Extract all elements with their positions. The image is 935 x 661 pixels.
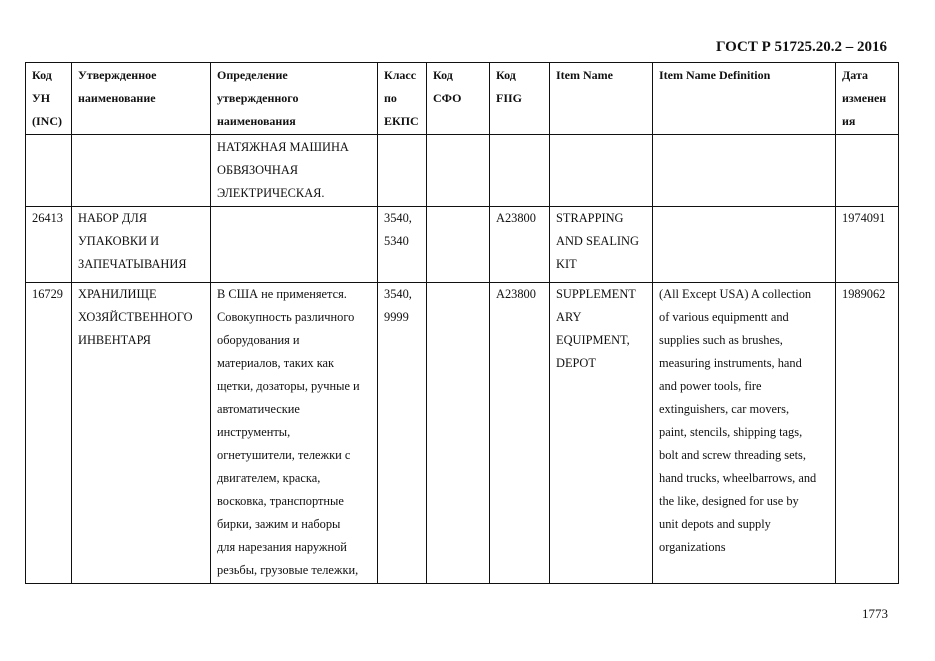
table-cell: НАТЯЖНАЯ МАШИНА ОБВЯЗОЧНАЯ ЭЛЕКТРИЧЕСКАЯ.: [211, 135, 378, 207]
table-cell: SUPPLEMENT ARY EQUIPMENT, DEPOT: [550, 283, 653, 584]
table-cell: [427, 207, 490, 283]
column-header-sfo-code: Код СФО: [427, 63, 490, 135]
table-cell: 3540, 9999: [378, 283, 427, 584]
column-header-item-name-definition: Item Name Definition: [653, 63, 836, 135]
table-cell: 26413: [26, 207, 72, 283]
table-cell: (All Except USA) A collection of various equipmentt and supplies such as brushes, measuring instruments, hand and power tools, fire extinguishers, car movers, paint, stencils, shipping tags, bolt and screw threading sets, hand trucks, wheelbarrows, and the like, designed for use by unit depots and supply organizations: [653, 283, 836, 584]
table-cell: 1989062: [836, 283, 899, 584]
table-cell: A23800: [490, 283, 550, 584]
table-cell: [427, 283, 490, 584]
table-cell: В США не применяется. Совокупность различного оборудования и материалов, таких как щетки, дозаторы, ручные и автоматические инструменты, огнетушители, тележки с двигателем, краска, восковка, транспортные бирки, зажим и наборы для нарезания наружной резьбы, грузовые тележки,: [211, 283, 378, 584]
column-header-definition: Определение утвержденного наименования: [211, 63, 378, 135]
table-cell: 16729: [26, 283, 72, 584]
table-cell: STRAPPING AND SEALING KIT: [550, 207, 653, 283]
table-cell: ХРАНИЛИЩЕ ХОЗЯЙСТВЕННОГО ИНВЕНТАРЯ: [72, 283, 211, 584]
table-cell: 1974091: [836, 207, 899, 283]
table-header-row: [26, 63, 899, 135]
column-header-item-name: Item Name: [550, 63, 653, 135]
table-cell: [490, 135, 550, 207]
table-cell: [427, 135, 490, 207]
table-cell: [550, 135, 653, 207]
table-row: [26, 207, 899, 283]
column-header-change-date: Дата изменен ия: [836, 63, 899, 135]
table-cell: 3540, 5340: [378, 207, 427, 283]
table-cell: [653, 207, 836, 283]
column-header-fiig-code: Код FIIG: [490, 63, 550, 135]
table-cell: [836, 135, 899, 207]
table-cell: A23800: [490, 207, 550, 283]
column-header-inc: Код УН (INC): [26, 63, 72, 135]
column-header-class: Класс по ЕКПС: [378, 63, 427, 135]
table-cell: [72, 135, 211, 207]
column-header-approved-name: Утвержденное наименование: [72, 63, 211, 135]
document-title: ГОСТ Р 51725.20.2 – 2016: [715, 39, 887, 55]
table-cell: НАБОР ДЛЯ УПАКОВКИ И ЗАПЕЧАТЫВАНИЯ: [72, 207, 211, 283]
catalog-table: [25, 62, 899, 584]
table-cell: [26, 135, 72, 207]
table-row: [26, 283, 899, 584]
table-cell: [378, 135, 427, 207]
page-number: 1773: [862, 606, 888, 621]
table-row: [26, 135, 899, 207]
table-cell: [211, 207, 378, 283]
table-cell: [653, 135, 836, 207]
